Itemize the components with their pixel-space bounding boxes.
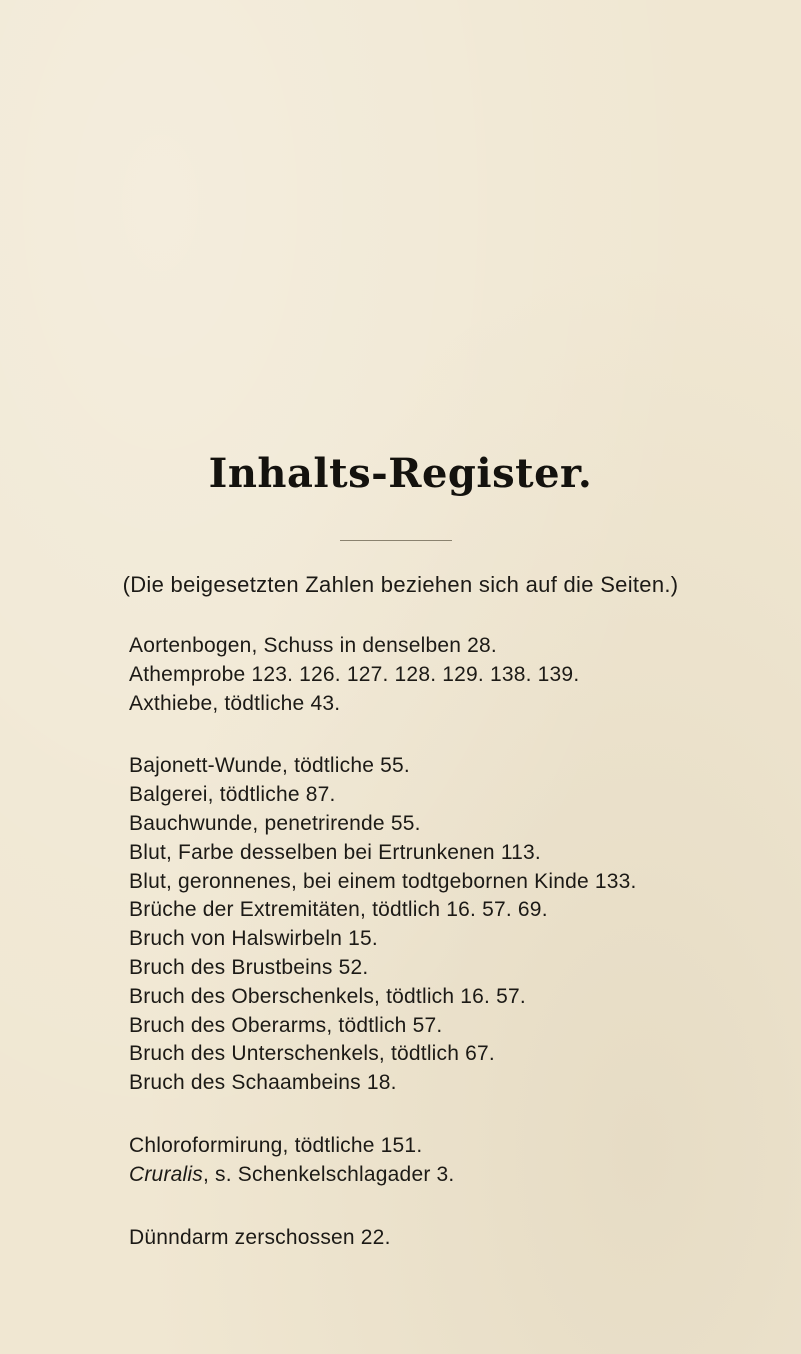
index-entry: Brüche der Extremitäten, tödtlich 16. 57. 69. bbox=[129, 898, 548, 922]
index-entry: Bruch des Unterschenkels, tödtlich 67. bbox=[129, 1042, 495, 1066]
index-entry: Bauchwunde, penetrirende 55. bbox=[129, 811, 421, 835]
page-title: Inhalts-Register. bbox=[208, 450, 593, 497]
index-group-a bbox=[129, 632, 789, 718]
title-divider bbox=[340, 540, 452, 541]
index-entry: Axthiebe, tödtliche 43. bbox=[129, 691, 341, 715]
index-entry: Balgerei, tödtliche 87. bbox=[129, 783, 336, 807]
index-group-b bbox=[129, 752, 789, 1098]
index-entry: Bruch des Brustbeins 52. bbox=[129, 955, 369, 979]
index-entry: Bruch des Oberschenkels, tödtlich 16. 57. bbox=[129, 984, 526, 1008]
index-entry: Blut, geronnenes, bei einem todtgebornen Kinde 133. bbox=[129, 869, 637, 893]
index-term-italic: Cruralis bbox=[129, 1162, 203, 1186]
index-entry: Chloroformirung, tödtliche 151. bbox=[129, 1133, 423, 1157]
index-entry-rest: , s. Schenkelschlagader 3. bbox=[202, 1162, 455, 1186]
index-group-c bbox=[129, 1132, 789, 1190]
index-entry-cruralis bbox=[129, 1161, 789, 1190]
index-entry: Athemprobe 123. 126. 127. 128. 129. 138. 139. bbox=[129, 662, 580, 686]
index-entry: Dünndarm zerschossen 22. bbox=[129, 1225, 391, 1249]
index-group-d bbox=[129, 1224, 789, 1253]
index-entries bbox=[129, 632, 789, 1286]
index-entry: Blut, Farbe desselben bei Ertrunkenen 113. bbox=[129, 840, 541, 864]
index-entry: Bruch des Schaambeins 18. bbox=[129, 1071, 397, 1095]
page-subtitle: (Die beigesetzten Zahlen beziehen sich auf die Seiten.) bbox=[122, 572, 679, 597]
index-entry: Bruch des Oberarms, tödtlich 57. bbox=[129, 1013, 443, 1037]
index-entry: Bruch von Halswirbeln 15. bbox=[129, 927, 378, 951]
index-entry: Bajonett-Wunde, tödtliche 55. bbox=[129, 754, 410, 778]
index-entry: Aortenbogen, Schuss in denselben 28. bbox=[129, 634, 497, 657]
